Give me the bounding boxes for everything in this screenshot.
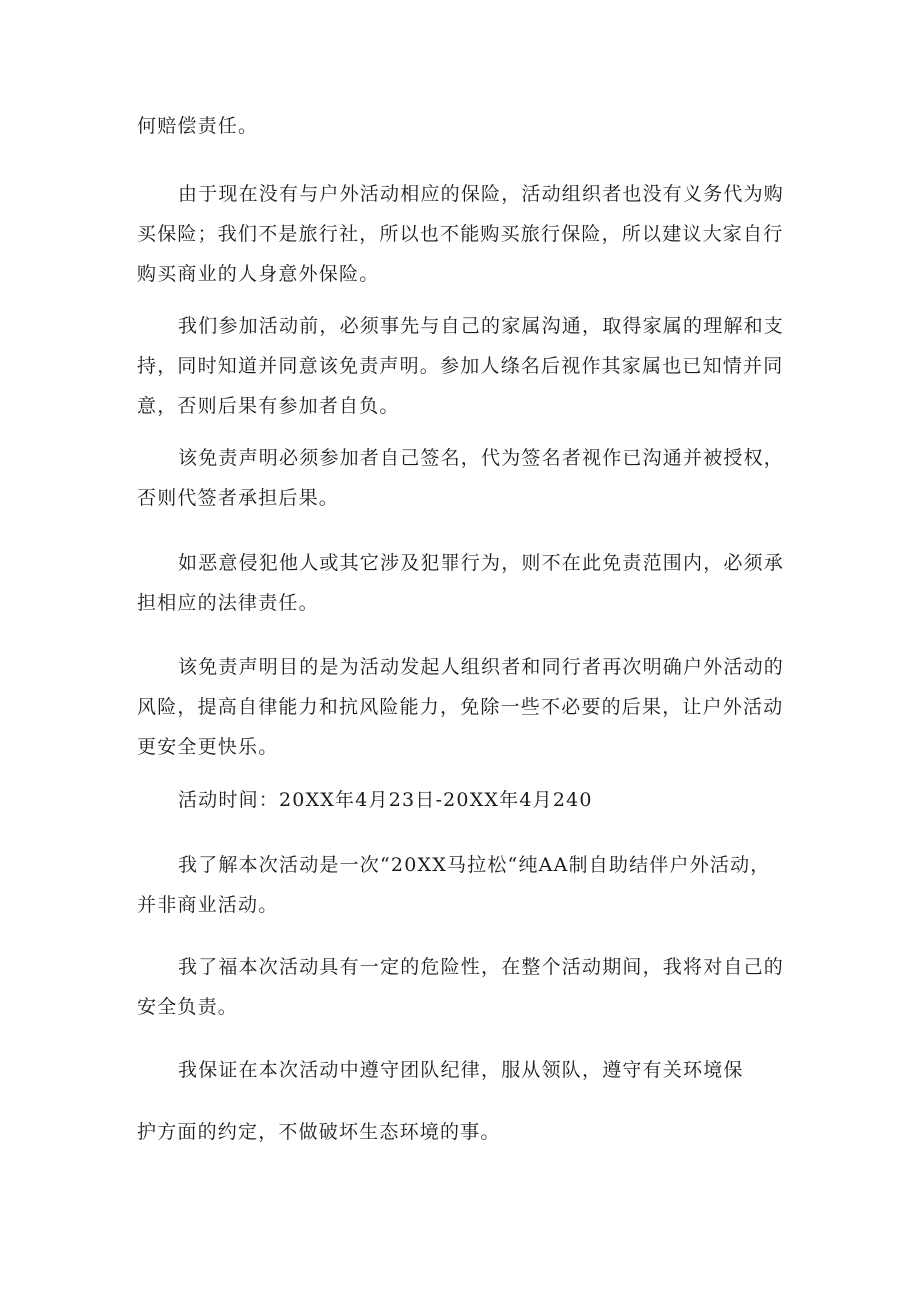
- paragraph-activity-time: 活动时间：20XX年4月23日-20XX年4月240: [178, 789, 593, 811]
- paragraph-purpose: 该免责声明目的是为活动发起人组织者和同行者再次明确户外活动的风险，提高自律能力和抗风险能力，免除一些不必要的后果，让户外活动更安全更快乐。: [137, 656, 785, 758]
- paragraph-team-discipline: 我保证在本次活动中遵守团队纪律，服从领队，遵守有关环境保: [178, 1059, 744, 1081]
- paragraph-signature: 该免责声明必须参加者自己签名，代为签名者视作已沟通并被授权，否则代签者承担后果。: [137, 447, 785, 509]
- paragraph-family-consent: 我们参加活动前，必须事先与自己的家属沟通，取得家属的理解和支持，同时知道并同意该免责声明。参加人绦名后视作其家属也已知情并同意，否则后果有参加者自负。: [137, 315, 785, 417]
- paragraph-insurance: 由于现在没有与户外活动相应的保险，活动组织者也没有义务代为购买保险；我们不是旅行社，所以也不能购买旅行保险，所以建议大家自行购买商业的人身意外保险。: [137, 183, 785, 285]
- paragraph-activity-nature: 我了解本次活动是一次“20XX马拉松“纯AA制自助结伴户外活动，并非商业活动。: [137, 854, 771, 916]
- paragraph-environment: 护方面的约定，不做破坏生态环境的事。: [137, 1121, 501, 1143]
- paragraph-criminal-exclusion: 如恶意侵犯他人或其它涉及犯罪行为，则不在此免责范围内，必须承担相应的法律责任。: [137, 552, 785, 614]
- paragraph-liability-ending: 何赔偿责任。: [137, 115, 259, 137]
- paragraph-risk-acknowledgement: 我了福本次活动具有一定的危险性，在整个活动期间，我将对自己的安全负责。: [137, 956, 785, 1018]
